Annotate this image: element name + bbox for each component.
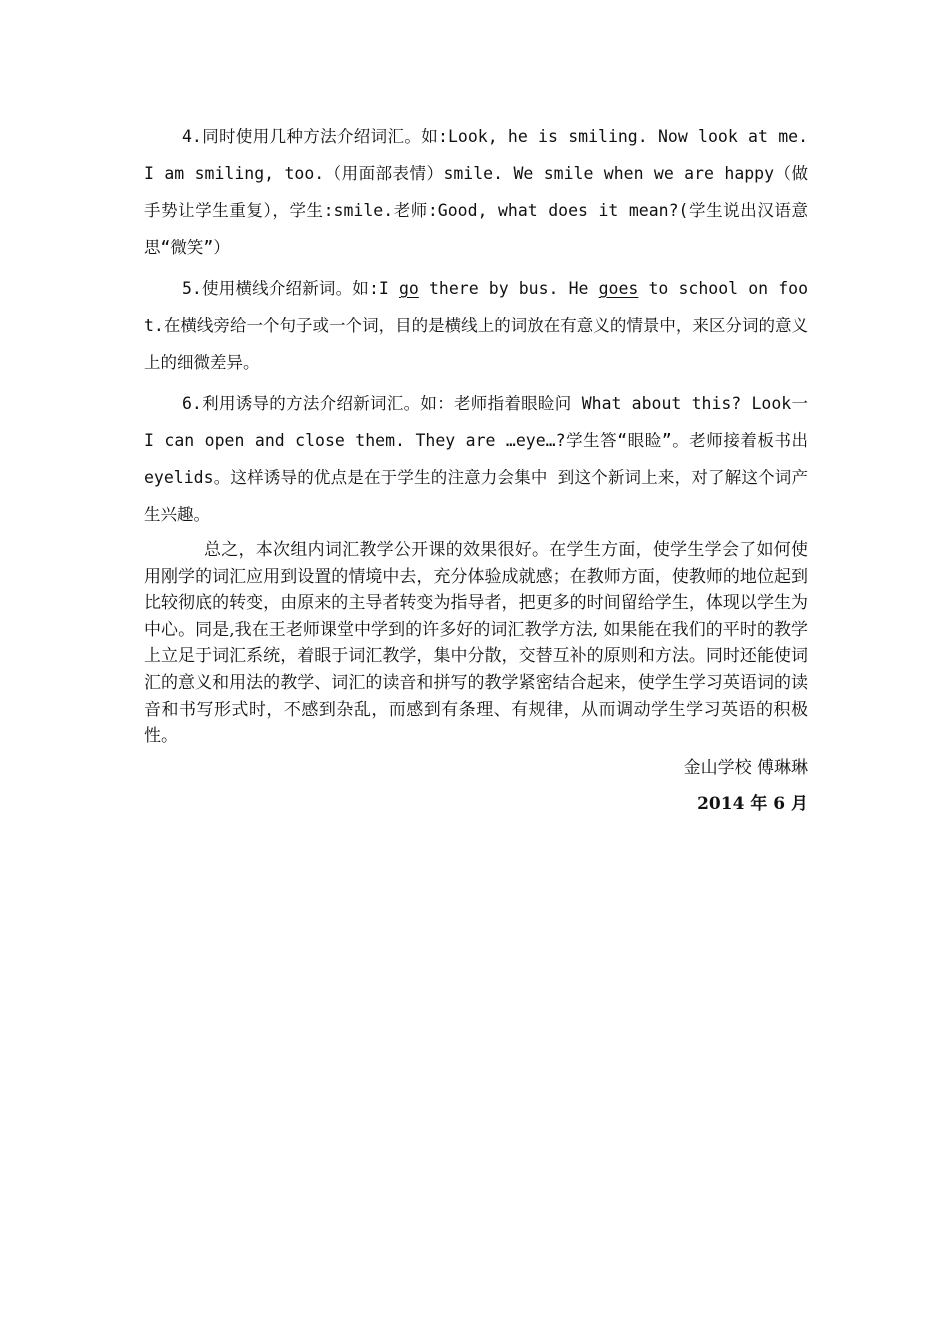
paragraph-item-6 [144, 385, 808, 533]
item-6-text: 6.利用诱导的方法介绍新词汇。如：老师指着眼睑问 What about this? Look一I can open and close them. They are …eye…?学生答“眼睑”。老师接着板书出 eyelids。这样诱导的优点是在于学生的注意力会集中 到这个新词上来，对了解这个词产生兴趣。 [144, 394, 808, 524]
item-5-text-middle: there by bus. He [418, 279, 599, 298]
underlined-word-go: go [398, 279, 419, 298]
paragraph-item-4 [144, 118, 808, 266]
item-4-text: 4.同时使用几种方法介绍词汇。如:Look, he is smiling. Now look at me. I am smiling, too.（用面部表情）smile. We smile when we are happy（做手势让学生重复），学生:smile.老师:Good, what does it mean?(学生说出汉语意思“微笑”） [144, 127, 808, 257]
item-5-text-start: 5.使用横线介绍新词。如:I [182, 279, 399, 298]
paragraph-item-5 [144, 270, 808, 381]
document-body [144, 118, 808, 822]
signature: 金山学校 傅琳琳 [683, 757, 808, 778]
underlined-word-goes: goes [598, 279, 639, 298]
item-5-text-end: to school on foot.在横线旁给一个句子或一个词，目的是横线上的词放在有意义的情景中，来区分词的意义上的细微差异。 [144, 279, 808, 372]
paragraph-summary: 总之，本次组内词汇教学公开课的效果很好。在学生方面，使学生学会了如何使用刚学的词汇应用到设置的情境中去，充分体验成就感；在教师方面，使教师的地位起到比较彻底的转变，由原来的主导者转变为指导者，把更多的时间留给学生，体现以学生为中心。同是,我在王老师课堂中学到的许多好的词汇教学方法, 如果能在我们的平时的教学上立足于词汇系统，着眼于词汇教学，集中分散，交替互补的原则和方法。同时还能使词汇的意义和用法的教学、词汇的读音和拼写的教学紧密结合起来，使学生学习英语词的读音和书写形式时，不感到杂乱，而感到有条理、有规律，从而调动学生学习英语的积极性。 [144, 540, 808, 747]
date: 2014 年 6 月 [697, 793, 808, 814]
